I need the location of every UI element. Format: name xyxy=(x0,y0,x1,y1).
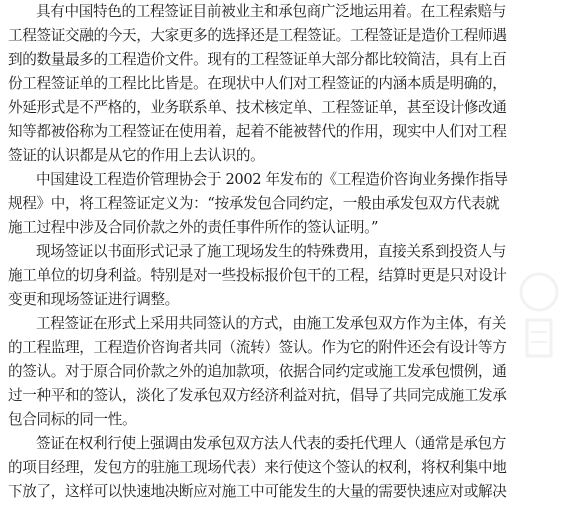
text-line: 的签认。对于原合同价款之外的追加款项，依据合同约定或施工发承包惯例，通 xyxy=(8,363,507,380)
text-line: 外延形式是不严格的，业务联系单、技术核定单、工程签证单，甚至设计修改通 xyxy=(8,99,507,116)
text-line: 到的数量最多的工程造价文件。现有的工程签证单大部分都比较简洁，具有上百 xyxy=(8,51,507,68)
text-line: 中国建设工程造价管理协会于 2002 年发布的《工程造价咨询业务操作指导 xyxy=(36,171,508,188)
text-line: 施工过程中涉及合同价款之外的责任事件所作的签认证明。” xyxy=(8,219,379,236)
text-line: 现场签证以书面形式记录了施工现场发生的特殊费用，直接关系到投资人与 xyxy=(36,243,507,260)
text-line: 份工程签证单的工程比比皆是。在现状中人们对工程签证的内涵本质是明确的， xyxy=(8,75,507,92)
text-line: 包合同标的同一性。 xyxy=(8,411,137,428)
watermark-icon xyxy=(513,270,565,360)
text-line: 下放了，这样可以快速地决断应对施工中可能发生的大量的需要快速应对或解决 xyxy=(8,483,507,500)
text-line: 规程》中，将工程签证定义为：“按承发包合同约定，一般由承发包双方代表就 xyxy=(8,195,500,212)
text-line: 的项目经理，发包方的驻施工现场代表）来行使这个签认的权利，将权利集中地 xyxy=(8,459,507,476)
text-line: 签证的认识都是从它的作用上去认识的。 xyxy=(8,147,265,164)
text-line: 具有中国特色的工程签证目前被业主和承包商广泛地运用着。在工程索赔与 xyxy=(36,3,507,20)
text-line: 知等都被俗称为工程签证在使用着，起着不能被替代的作用，现实中人们对工程 xyxy=(8,123,507,140)
text-line: 施工单位的切身利益。特别是对一些投标报价包干的工程，结算时更是只对设计 xyxy=(8,267,507,284)
text-line: 变更和现场签证进行调整。 xyxy=(8,291,179,308)
text-line: 工程签证在形式上采用共同签认的方式，由施工发承包双方作为主体，有关 xyxy=(36,315,507,332)
text-line: 的工程监理，工程造价咨询者共同（流转）签认。作为它的附件还会有设计等方 xyxy=(8,339,507,356)
text-line: 签证在权利行使上强调由发承包双方法人代表的委托代理人（通常是承包方 xyxy=(36,435,507,452)
text-line: 过一种平和的签认，淡化了发承包双方经济利益对抗，倡导了共同完成施工发承 xyxy=(8,387,507,404)
text-line: 工程签证交融的今天，大家更多的选择还是工程签证。工程签证是造价工程师遇 xyxy=(8,27,507,44)
